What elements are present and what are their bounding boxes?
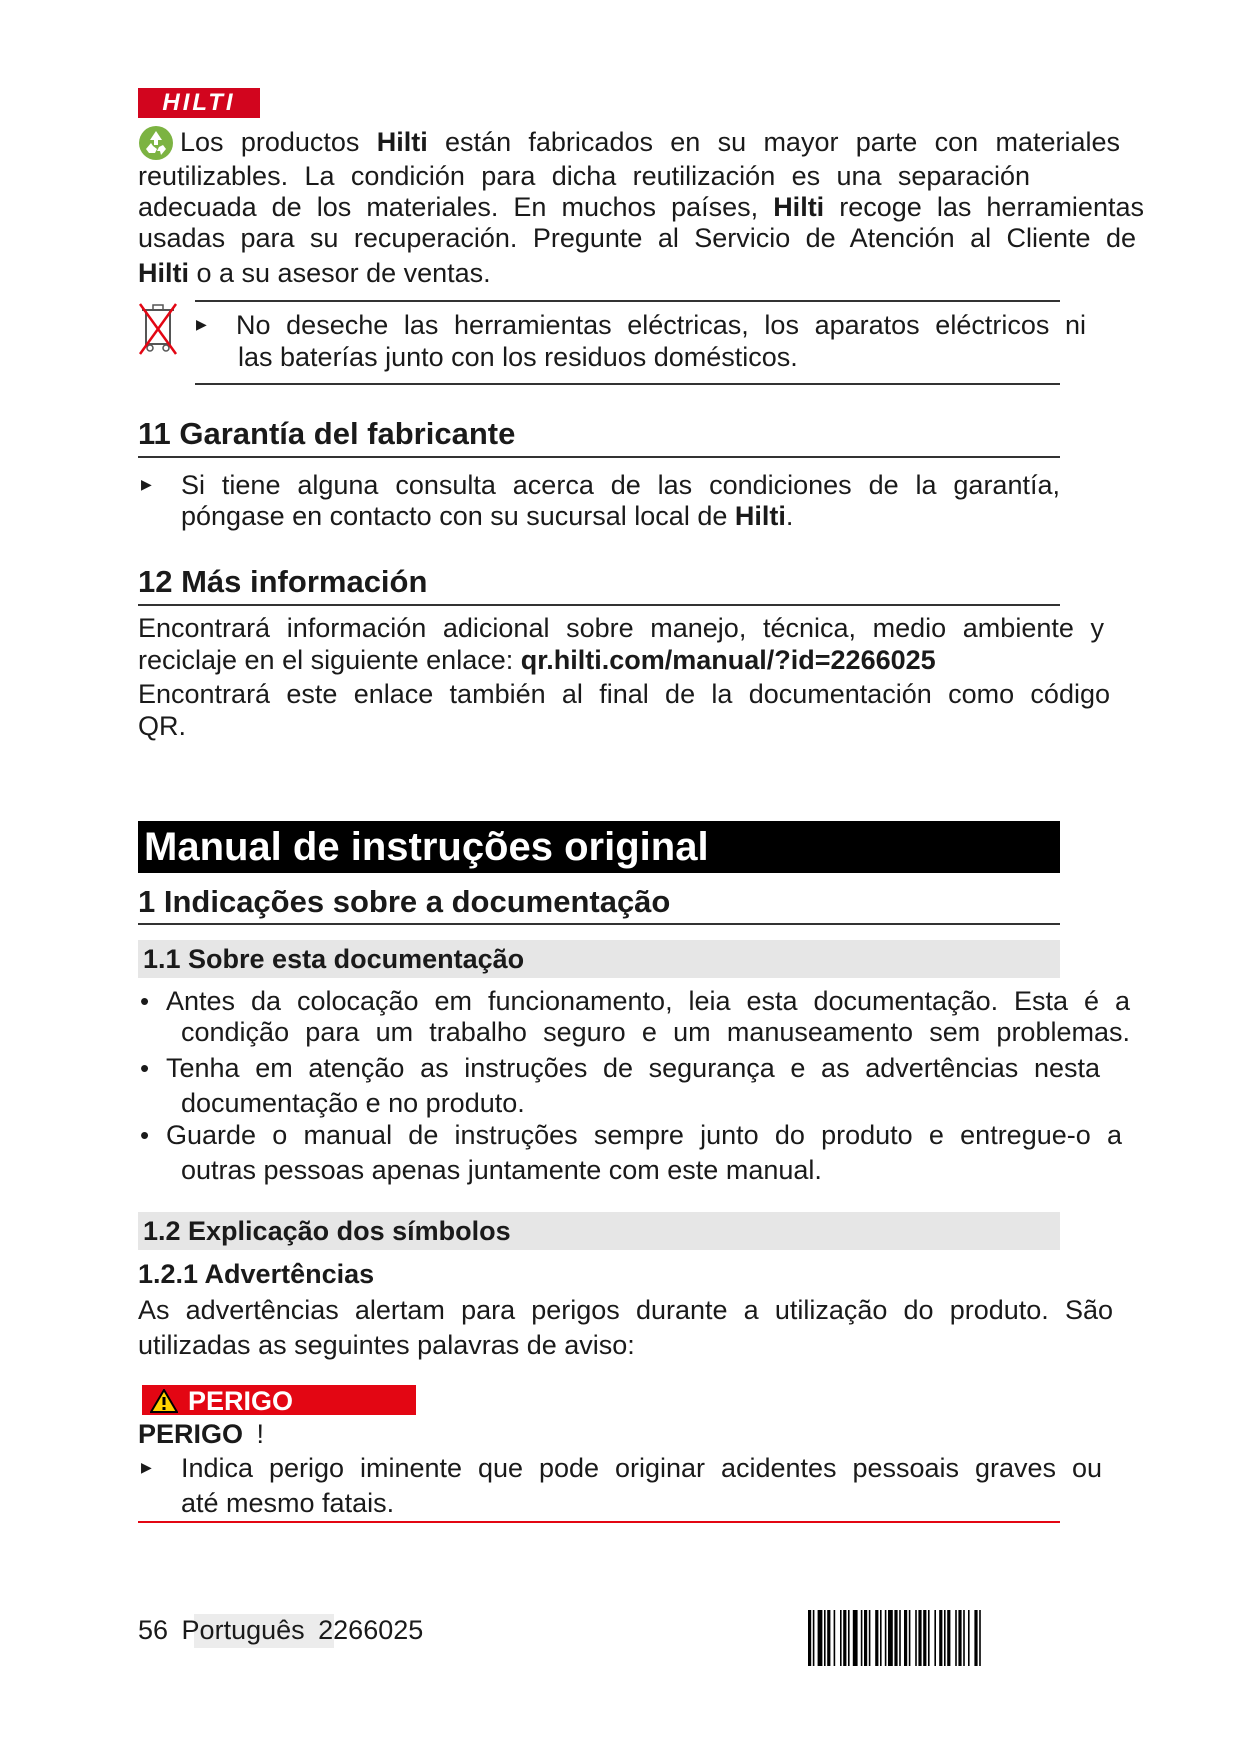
perigo-line-2: até mesmo fatais. xyxy=(181,1488,395,1518)
bullet-2-line-2: documentação e no produto. xyxy=(181,1088,525,1118)
barcode-bar xyxy=(958,1610,961,1666)
barcode-bar xyxy=(894,1610,897,1666)
barcode-bar xyxy=(939,1610,942,1666)
barcode xyxy=(808,1610,1060,1666)
barcode-bar xyxy=(979,1610,981,1666)
subsection-1-2-bar: 1.2 Explicação dos símbolos xyxy=(138,1212,1060,1250)
section-11-bullet: ▶ xyxy=(141,476,152,492)
recycling-icon xyxy=(138,125,174,161)
pt-section-1-heading: 1 Indicações sobre a documentação xyxy=(138,884,671,919)
page-number: 56 xyxy=(138,1615,169,1645)
bullet-1-line-2: condição para um trabalho seguro e um manuseamento sem problemas. xyxy=(181,1017,1130,1047)
barcode-bar xyxy=(944,1610,946,1666)
barcode-bar xyxy=(818,1610,823,1666)
perigo-heading: PERIGO ! xyxy=(138,1419,265,1449)
recycling-line-3: adecuada de los materiales. En muchos países, Hilti recoge las herramientas xyxy=(138,192,1144,222)
bullet-2-line-1: Tenha em atenção as instruções de segurança e as advertências nesta xyxy=(166,1053,1100,1083)
barcode-bar xyxy=(827,1610,830,1666)
disposal-bullet: ▶ xyxy=(196,316,207,332)
barcode-bar xyxy=(974,1610,977,1666)
barcode-bar xyxy=(918,1610,921,1666)
barcode-bar xyxy=(853,1610,858,1666)
barcode-bar xyxy=(885,1610,887,1666)
hilti-logo: HILTI xyxy=(138,88,260,118)
barcode-bar xyxy=(813,1610,815,1666)
crossed-bin-icon xyxy=(138,302,180,358)
recycling-line-2: reutilizables. La condición para dicha reutilización es una separación xyxy=(138,161,1030,191)
recycling-line-5: Hilti o a su asesor de ventas. xyxy=(138,258,491,288)
barcode-bar xyxy=(864,1610,867,1666)
pt-section-1-rule xyxy=(138,923,1060,925)
section-12-line-3: Encontrará este enlace también al final de la documentación como código xyxy=(138,679,1110,709)
barcode-bar xyxy=(923,1610,926,1666)
perigo-bullet: ▶ xyxy=(141,1459,152,1475)
barcode-bar xyxy=(934,1610,936,1666)
barcode-bar xyxy=(869,1610,871,1666)
disposal-line-2: las baterías junto con los residuos domésticos. xyxy=(238,342,798,372)
barcode-bar xyxy=(899,1610,901,1666)
section-11-heading: 11 Garantía del fabricante xyxy=(138,416,516,451)
barcode-bar xyxy=(888,1610,893,1666)
perigo-line-1: Indica perigo iminente que pode originar acidentes pessoais graves ou xyxy=(181,1453,1102,1483)
barcode-bar xyxy=(963,1610,965,1666)
barcode-bar xyxy=(808,1610,811,1666)
barcode-bar xyxy=(909,1610,911,1666)
barcode-bar xyxy=(875,1610,878,1666)
perigo-label-bar: PERIGO xyxy=(142,1385,416,1415)
section-11-line-2: póngase en contacto con su sucursal local de Hilti. xyxy=(181,501,794,531)
disposal-top-rule xyxy=(195,300,1060,302)
footer-language: Português xyxy=(181,1615,305,1645)
disposal-line-1: No deseche las herramientas eléctricas, los aparatos eléctricos ni xyxy=(236,310,1086,340)
bullet-3-line-1: Guarde o manual de instruções sempre junto do produto e entregue-o a xyxy=(166,1120,1122,1150)
barcode-bar xyxy=(848,1610,850,1666)
subsection-1-2-1-heading: 1.2.1 Advertências xyxy=(138,1259,375,1289)
section-12-heading: 12 Más información xyxy=(138,564,428,599)
section-12-rule xyxy=(138,604,1060,606)
warning-triangle-icon xyxy=(150,1389,178,1413)
barcode-bar xyxy=(861,1610,863,1666)
manual-title-banner: Manual de instruções original xyxy=(138,821,1060,873)
barcode-bar xyxy=(834,1610,836,1666)
bullet-dot-1: • xyxy=(140,986,150,1016)
bullet-1-line-1: Antes da colocação em funcionamento, leia esta documentação. Esta é a xyxy=(166,986,1130,1016)
barcode-bar xyxy=(955,1610,957,1666)
section-12-line-2: reciclaje en el siguiente enlace: qr.hilti.com/manual/?id=2266025 xyxy=(138,645,936,675)
barcode-bar xyxy=(968,1610,970,1666)
perigo-rule xyxy=(138,1521,1060,1523)
section-12-line-1: Encontrará información adicional sobre manejo, técnica, medio ambiente y xyxy=(138,613,1104,643)
section-11-rule xyxy=(138,456,1060,458)
footer-doc-number: 2266025 xyxy=(318,1615,424,1645)
recycling-line-1: Los productos Hilti están fabricados en su mayor parte con materiales xyxy=(180,127,1120,157)
footer-text xyxy=(138,1614,423,1646)
subsection-1-1-bar: 1.1 Sobre esta documentação xyxy=(138,940,1060,978)
bullet-dot-3: • xyxy=(140,1120,150,1150)
disposal-bottom-rule xyxy=(195,383,1060,385)
barcode-bar xyxy=(915,1610,917,1666)
warnings-line-2: utilizadas as seguintes palavras de aviso: xyxy=(138,1330,635,1360)
section-11-line-1: Si tiene alguna consulta acerca de las condiciones de la garantía, xyxy=(181,470,1060,500)
recycling-line-4: usadas para su recuperación. Pregunte al Servicio de Atención al Cliente de xyxy=(138,223,1136,253)
barcode-bar xyxy=(947,1610,950,1666)
barcode-bar xyxy=(904,1610,907,1666)
section-12-line-4: QR. xyxy=(138,711,187,741)
barcode-bar xyxy=(928,1610,930,1666)
bullet-dot-2: • xyxy=(140,1053,150,1083)
barcode-bar xyxy=(840,1610,842,1666)
barcode-bar xyxy=(843,1610,846,1666)
barcode-bar xyxy=(824,1610,826,1666)
bullet-3-line-2: outras pessoas apenas juntamente com este manual. xyxy=(181,1155,822,1185)
warnings-line-1: As advertências alertam para perigos durante a utilização do produto. São xyxy=(138,1295,1113,1325)
manual-link[interactable]: qr.hilti.com/manual/?id=2266025 xyxy=(520,645,936,675)
barcode-bar xyxy=(880,1610,882,1666)
